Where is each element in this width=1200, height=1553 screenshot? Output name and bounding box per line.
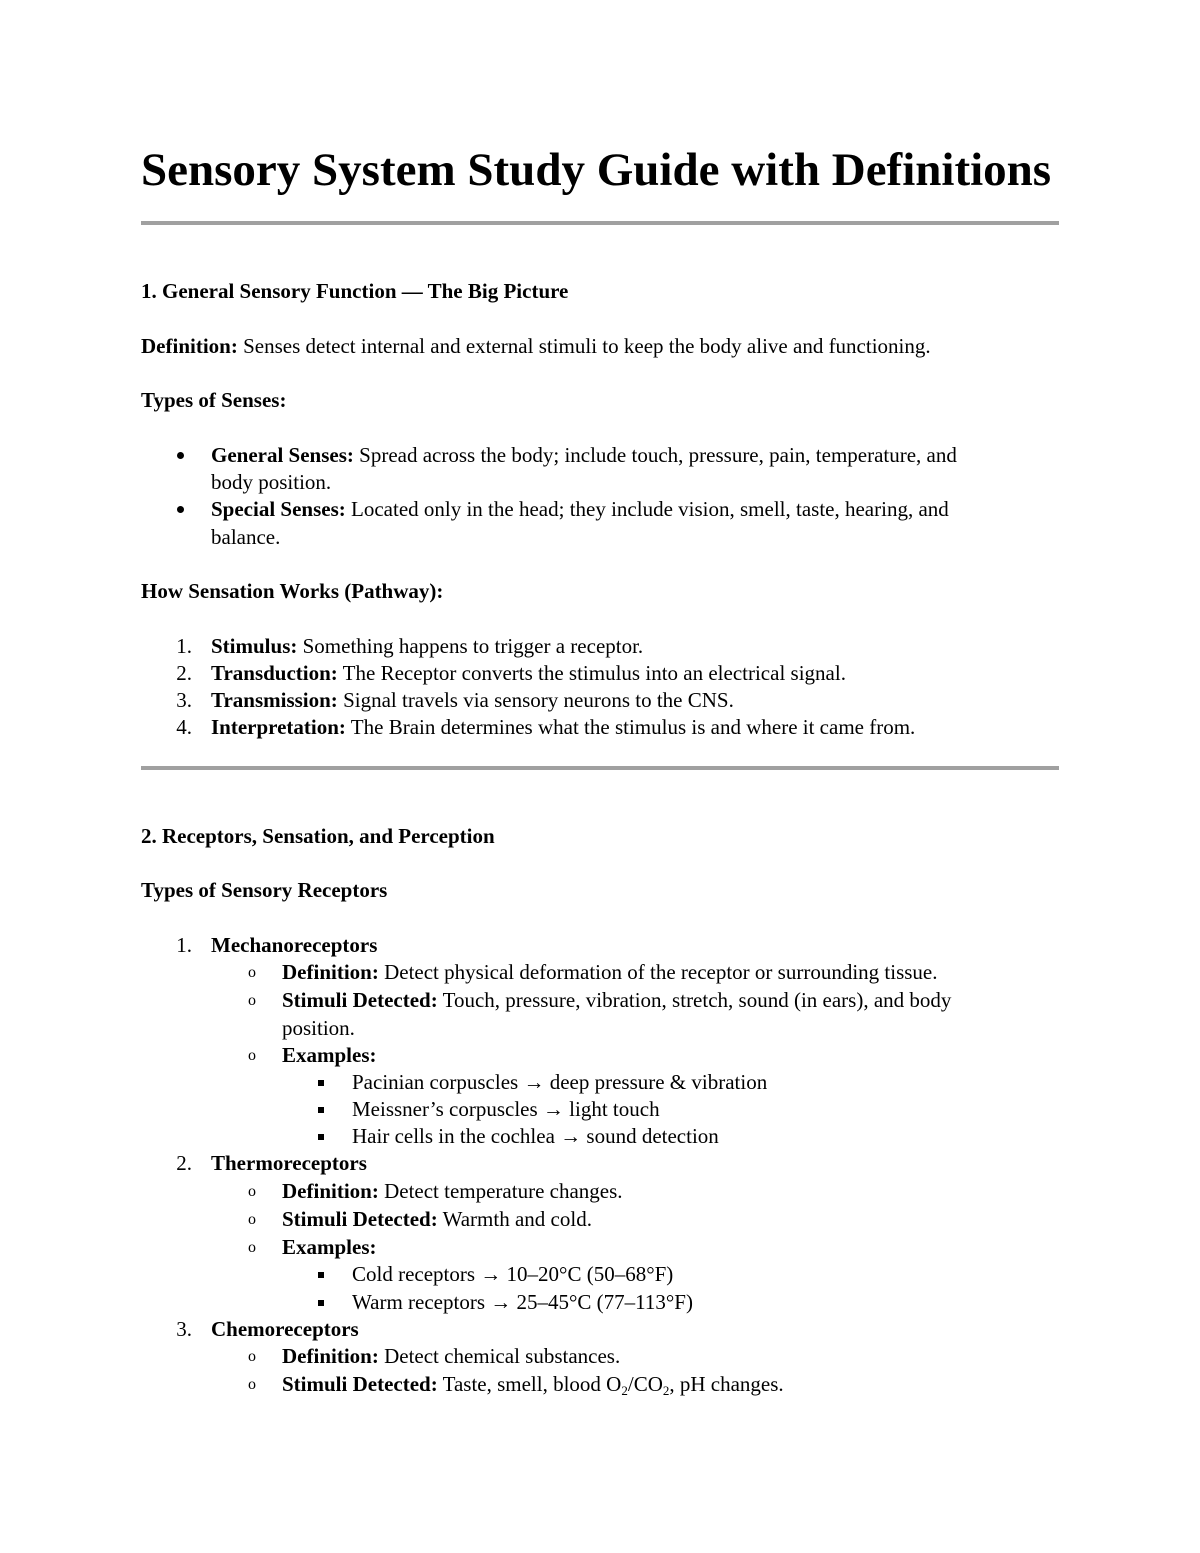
list-number: 3. bbox=[176, 1317, 192, 1341]
list-item-text: Spread across the body; include touch, pressure, pain, temperature, and bbox=[353, 443, 957, 467]
receptor-types-heading: Types of Sensory Receptors bbox=[141, 878, 388, 902]
list-item-text: Signal travels via sensory neurons to the CNS. bbox=[337, 688, 734, 712]
list-item bbox=[211, 662, 846, 685]
square-bullet-icon bbox=[318, 1272, 324, 1278]
examples-label: Examples: bbox=[282, 1235, 377, 1259]
list-number: 2. bbox=[176, 661, 192, 685]
list-number: 1. bbox=[176, 933, 192, 957]
example-item: Hair cells in the cochlea → sound detection bbox=[352, 1124, 719, 1148]
receptor-name: Thermoreceptors bbox=[211, 1151, 367, 1175]
list-item bbox=[211, 444, 957, 467]
list-item-continuation: position. bbox=[282, 1016, 355, 1040]
section-1-heading: 1. General Sensory Function — The Big Picture bbox=[141, 279, 569, 303]
types-heading: Types of Senses: bbox=[141, 388, 287, 412]
list-item-text: Detect physical deformation of the receptor or surrounding tissue. bbox=[378, 960, 938, 984]
definition-label: Definition: bbox=[141, 334, 238, 358]
list-item-label: Transmission: bbox=[211, 688, 338, 712]
list-item-label: Stimuli Detected: bbox=[282, 988, 438, 1012]
list-number: 2. bbox=[176, 1151, 192, 1175]
list-item-label: Stimuli Detected: bbox=[282, 1372, 438, 1396]
list-item-text: Located only in the head; they include vision, smell, taste, hearing, and bbox=[345, 497, 949, 521]
list-item-continuation: balance. bbox=[211, 525, 281, 549]
list-item-text: /CO bbox=[627, 1372, 663, 1396]
bullet-icon bbox=[177, 506, 184, 513]
circle-bullet-icon: o bbox=[248, 1211, 256, 1228]
list-item-label: Definition: bbox=[282, 960, 379, 984]
list-item-text: Warmth and cold. bbox=[437, 1207, 592, 1231]
page-title: Sensory System Study Guide with Definitions bbox=[141, 144, 1052, 196]
list-item bbox=[211, 498, 949, 521]
list-item-text: The Brain determines what the stimulus is and where it came from. bbox=[345, 715, 916, 739]
list-item bbox=[282, 1208, 592, 1231]
example-item: Pacinian corpuscles → deep pressure & vibration bbox=[352, 1070, 768, 1094]
list-item-text: , pH changes. bbox=[669, 1372, 784, 1396]
list-item-label: Stimulus: bbox=[211, 634, 298, 658]
list-number: 1. bbox=[176, 634, 192, 658]
circle-bullet-icon: o bbox=[248, 1183, 256, 1200]
examples-label: Examples: bbox=[282, 1043, 377, 1067]
list-item bbox=[211, 689, 734, 712]
circle-bullet-icon: o bbox=[248, 1239, 256, 1256]
list-item-label: Definition: bbox=[282, 1344, 379, 1368]
list-item-text: Touch, pressure, vibration, stretch, sound (in ears), and body bbox=[437, 988, 952, 1012]
list-item-text: Something happens to trigger a receptor. bbox=[297, 634, 644, 658]
list-number: 3. bbox=[176, 688, 192, 712]
square-bullet-icon bbox=[318, 1107, 324, 1113]
list-item-text: The Receptor converts the stimulus into an electrical signal. bbox=[337, 661, 846, 685]
list-item bbox=[282, 1345, 620, 1368]
list-item-label: Special Senses: bbox=[211, 497, 346, 521]
receptor-name: Mechanoreceptors bbox=[211, 933, 378, 957]
example-item: Warm receptors → 25–45°C (77–113°F) bbox=[352, 1290, 693, 1314]
example-item: Cold receptors → 10–20°C (50–68°F) bbox=[352, 1262, 674, 1286]
pathway-heading: How Sensation Works (Pathway): bbox=[141, 579, 444, 603]
list-item-label: Definition: bbox=[282, 1179, 379, 1203]
circle-bullet-icon: o bbox=[248, 964, 256, 981]
s1-definition bbox=[141, 335, 931, 358]
subscript: 2 bbox=[662, 1383, 670, 1398]
list-number: 4. bbox=[176, 715, 192, 739]
receptor-name: Chemoreceptors bbox=[211, 1317, 359, 1341]
square-bullet-icon bbox=[318, 1080, 324, 1086]
list-item bbox=[211, 635, 643, 658]
subscript: 2 bbox=[621, 1383, 628, 1398]
list-item bbox=[282, 1180, 623, 1203]
circle-bullet-icon: o bbox=[248, 1047, 256, 1064]
list-item-label: Interpretation: bbox=[211, 715, 346, 739]
list-item-label: General Senses: bbox=[211, 443, 354, 467]
circle-bullet-icon: o bbox=[248, 1348, 256, 1365]
square-bullet-icon bbox=[318, 1134, 324, 1140]
example-item: Meissner’s corpuscles → light touch bbox=[352, 1097, 660, 1121]
list-item-label: Stimuli Detected: bbox=[282, 1207, 438, 1231]
list-item-label: Transduction: bbox=[211, 661, 338, 685]
list-item-text: Detect chemical substances. bbox=[378, 1344, 621, 1368]
list-item bbox=[282, 1373, 784, 1396]
divider bbox=[141, 766, 1059, 770]
square-bullet-icon bbox=[318, 1300, 324, 1306]
list-item-continuation: body position. bbox=[211, 470, 332, 494]
list-item bbox=[282, 961, 938, 984]
bullet-icon bbox=[177, 452, 184, 459]
section-2-heading: 2. Receptors, Sensation, and Perception bbox=[141, 824, 495, 848]
list-item bbox=[211, 716, 915, 739]
list-item bbox=[282, 989, 951, 1012]
circle-bullet-icon: o bbox=[248, 1376, 256, 1393]
circle-bullet-icon: o bbox=[248, 992, 256, 1009]
definition-text: Senses detect internal and external stimuli to keep the body alive and functioning. bbox=[237, 334, 931, 358]
list-item-text: Taste, smell, blood O bbox=[437, 1372, 622, 1396]
list-item-text: Detect temperature changes. bbox=[378, 1179, 623, 1203]
divider bbox=[141, 221, 1059, 225]
